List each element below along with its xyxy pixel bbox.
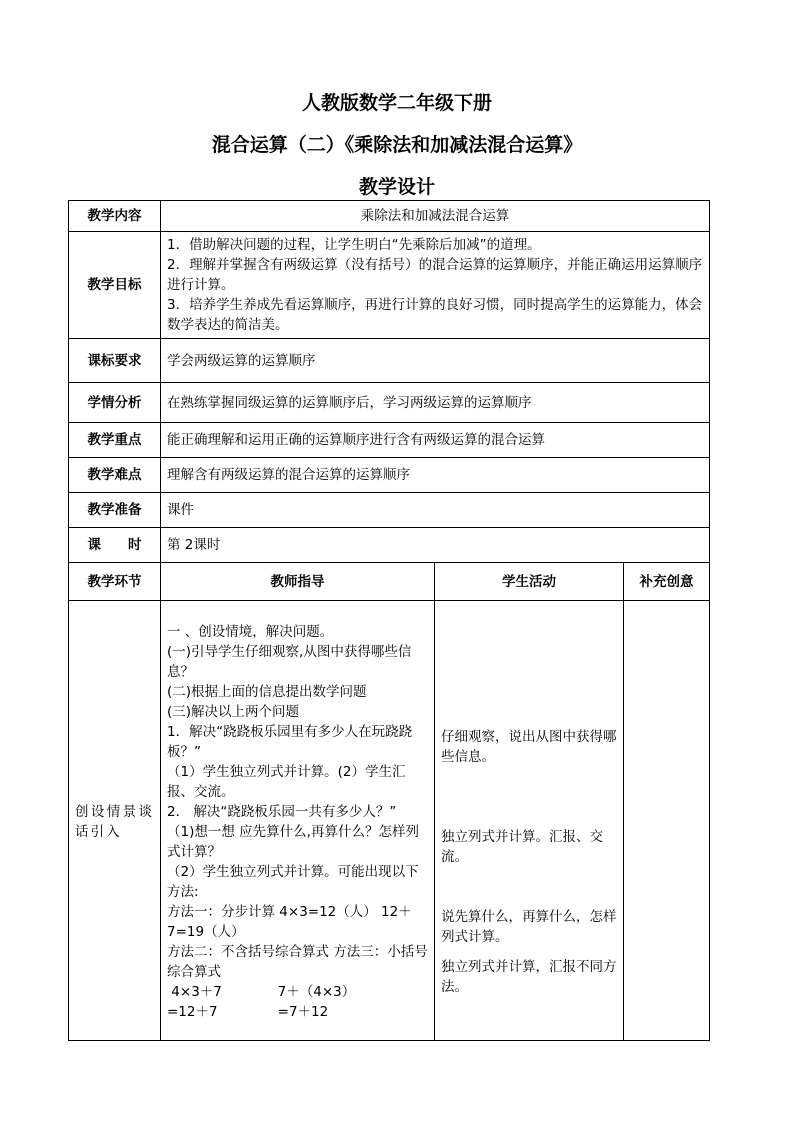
row-goals (69, 232, 710, 339)
teacher-line: （1）学生独立列式并计算。(2）学生汇报、交流。 (167, 763, 406, 800)
label-content: 教学内容 (69, 201, 161, 232)
student-line: 仔细观察，说出从图中获得哪些信息。 (441, 728, 617, 765)
label-goals: 教学目标 (69, 232, 161, 339)
student-line: 独立列式并计算。汇报、交流。 (441, 828, 603, 865)
header-extra: 补充创意 (624, 563, 710, 601)
teacher-guide (161, 601, 435, 1041)
value-content: 乘除法和加减法混合运算 (161, 201, 710, 232)
row-standard (69, 339, 710, 383)
value-goals (161, 232, 710, 339)
teacher-line: =12＋7 =7＋12 (167, 1003, 329, 1020)
value-prep: 课件 (161, 493, 710, 528)
row-headers (69, 563, 710, 601)
student-activity (435, 601, 624, 1041)
row-stage (69, 601, 710, 1041)
teacher-line: (二)根据上面的信息提出数学问题 (167, 683, 367, 700)
label-standard: 课标要求 (69, 339, 161, 383)
row-content (69, 201, 710, 232)
stage-name: 创设情景谈话引入 (69, 601, 161, 1041)
teacher-line: (三)解决以上两个问题 (167, 703, 300, 720)
row-period (69, 528, 710, 563)
value-analysis: 在熟练掌握同级运算的运算顺序后，学习两级运算的运算顺序 (161, 383, 710, 423)
header-stage: 教学环节 (69, 563, 161, 601)
teacher-line: （2）学生独立列式并计算。可能出现以下方法: (167, 863, 419, 900)
student-line: 独立列式并计算，汇报不同方法。 (441, 958, 617, 995)
row-difficulty (69, 458, 710, 493)
row-key (69, 423, 710, 458)
goal-line: 2．理解并掌握含有两级运算（没有括号）的混合运算的运算顺序，并能正确运用运算顺序进行计算。 (167, 257, 703, 293)
row-prep (69, 493, 710, 528)
goal-line: 3．培养学生养成先看运算顺序，再进行计算的良好习惯，同时提高学生的运算能力，体会数学表达的简洁美。 (167, 297, 703, 333)
label-analysis: 学情分析 (69, 383, 161, 423)
goal-line: 1．借助解决问题的过程，让学生明白“先乘除后加减”的道理。 (167, 237, 541, 253)
doc-heading: 教学设计 (358, 176, 435, 198)
teacher-line: 方法二：不含括号综合算式 方法三：小括号综合算式 (167, 943, 428, 980)
teacher-line: 方法一：分步计算 4×3=12（人） 12＋7=19（人） (167, 903, 412, 940)
teacher-line: 1．解决“跷跷板乐园里有多少人在玩跷跷板？” (167, 723, 413, 760)
label-period: 课 时 (69, 528, 161, 563)
teacher-line: 一 、创设情境，解决问题。 (167, 623, 334, 640)
lesson-plan-table (68, 200, 710, 1041)
teacher-line: （1)想一想 应先算什么,再算什么？怎样列式计算？ (167, 823, 419, 860)
value-standard: 学会两级运算的运算顺序 (161, 339, 710, 383)
value-key: 能正确理解和运用正确的运算顺序进行含有两级运算的混合运算 (161, 423, 710, 458)
doc-subtitle: 混合运算（二）《乘除法和加减法混合运算》 (211, 134, 583, 156)
row-analysis (69, 383, 710, 423)
teacher-line: 2． 解决“跷跷板乐园一共有多少人？” (167, 803, 397, 820)
value-period: 第 2课时 (161, 528, 710, 563)
teacher-line: 4×3＋7 7＋（4×3） (167, 983, 356, 1000)
label-key: 教学重点 (69, 423, 161, 458)
doc-title: 人教版数学二年级下册 (301, 92, 492, 114)
label-difficulty: 教学难点 (69, 458, 161, 493)
student-line: 说先算什么，再算什么，怎样列式计算。 (441, 908, 617, 945)
value-difficulty: 理解含有两级运算的混合运算的运算顺序 (161, 458, 710, 493)
teacher-line: (一)引导学生仔细观察,从图中获得哪些信息？ (167, 643, 412, 680)
header-student: 学生活动 (435, 563, 624, 601)
extra-ideas (624, 601, 710, 1041)
header-teacher: 教师指导 (161, 563, 435, 601)
label-prep: 教学准备 (69, 493, 161, 528)
